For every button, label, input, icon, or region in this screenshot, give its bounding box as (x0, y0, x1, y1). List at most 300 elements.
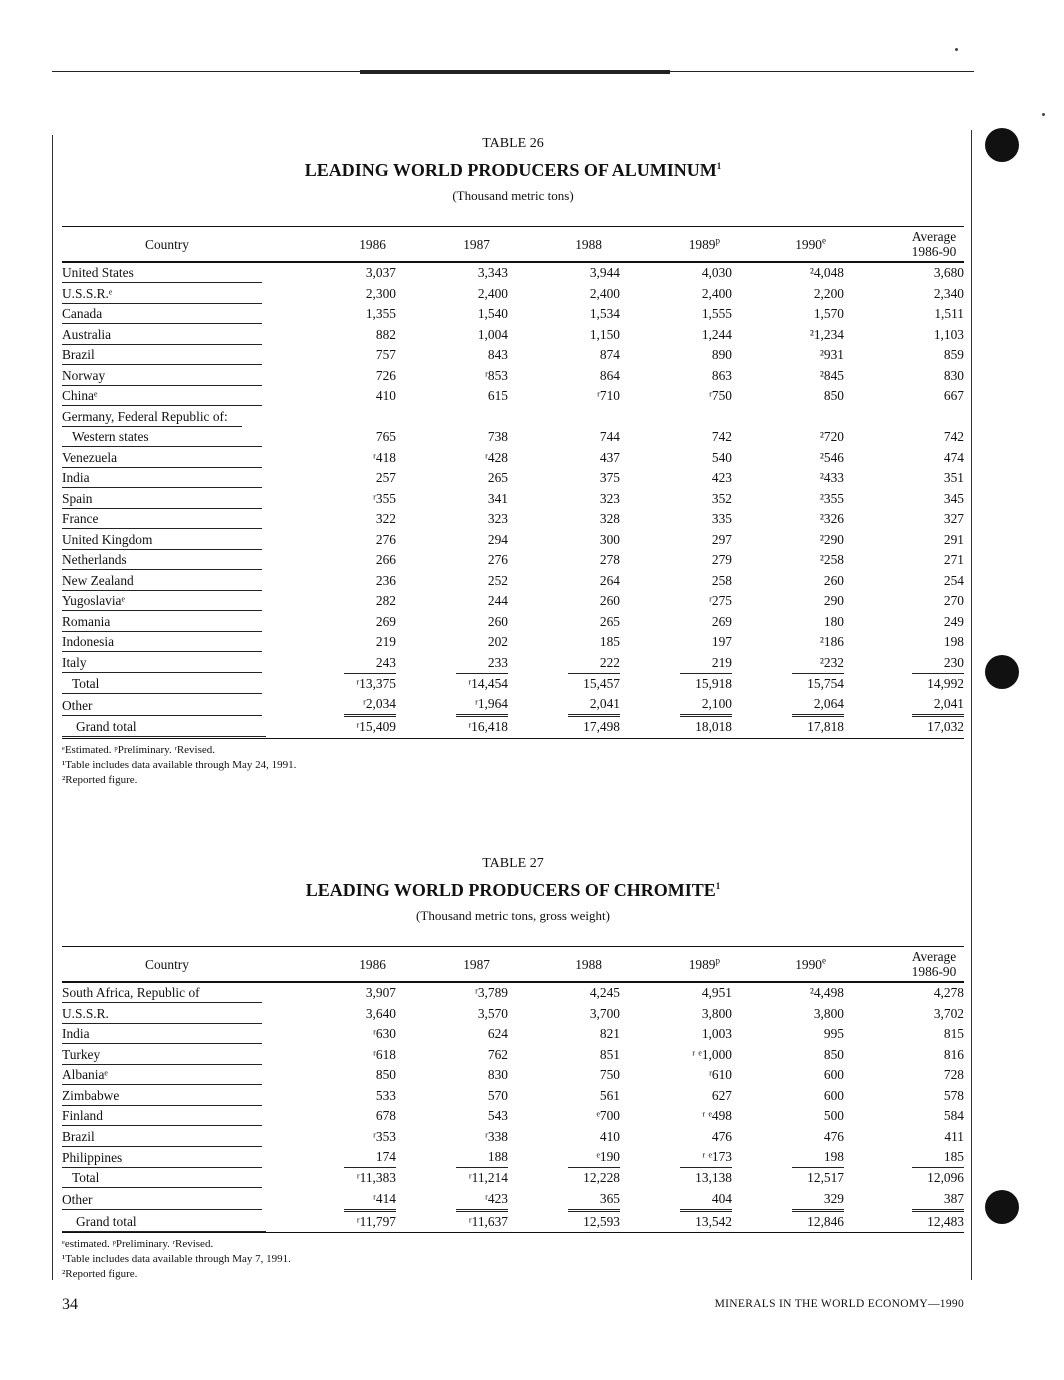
value-cell: 271 (943, 552, 964, 568)
value-cell: 3,800 (701, 1005, 732, 1021)
value-cell: 3,702 (933, 1005, 964, 1021)
value-cell: 500 (823, 1108, 844, 1124)
value-cell: 12,593 (508, 1212, 620, 1233)
country-cell: U.S.S.R.ᵉ (62, 284, 272, 305)
value-cell: ²4,048 (809, 265, 844, 281)
country-cell: Albaniaᵉ (62, 1065, 272, 1086)
table-row (62, 550, 964, 571)
value-cell: 365 (508, 1189, 620, 1212)
table-row (62, 284, 964, 305)
value-cell: 278 (599, 552, 620, 568)
country-cell: Romania (62, 612, 272, 633)
value-cell: ʳ ᵉ498 (702, 1108, 732, 1124)
value-cell: 257 (375, 470, 396, 486)
column-header: 1988 (508, 227, 620, 263)
table-row (62, 1127, 964, 1148)
value-cell: 476 (711, 1128, 732, 1144)
value-cell: ʳ710 (597, 388, 620, 404)
table-row (62, 694, 964, 717)
chromite-producers-table (62, 946, 964, 1233)
value-cell: 600 (823, 1067, 844, 1083)
column-header: 1986 (272, 227, 396, 263)
value-cell: ʳ610 (709, 1067, 732, 1083)
value-cell: 258 (711, 572, 732, 588)
value-cell: ²326 (819, 511, 844, 527)
value-cell: 411 (944, 1128, 964, 1144)
value-cell: 345 (943, 490, 964, 506)
column-header: Country (62, 227, 272, 263)
value-cell: 540 (711, 449, 732, 465)
value-cell: 843 (487, 347, 508, 363)
value-cell: 863 (711, 367, 732, 383)
value-cell: ²4,498 (809, 985, 844, 1001)
table-row (62, 1024, 964, 1045)
value-cell: 476 (823, 1128, 844, 1144)
footnote: ²Reported figure. (62, 1268, 138, 1280)
value-cell: 219 (375, 634, 396, 650)
value-cell: 864 (599, 367, 620, 383)
value-cell: ᵉ700 (596, 1108, 620, 1124)
value-cell: 3,700 (589, 1005, 620, 1021)
table-row (62, 1004, 964, 1025)
value-cell: 15,918 (695, 675, 732, 691)
table-row (62, 509, 964, 530)
value-cell (508, 407, 620, 428)
value-cell: ²433 (819, 470, 844, 486)
value-cell (272, 407, 396, 428)
value-cell: 578 (943, 1087, 964, 1103)
value-cell: 352 (711, 490, 732, 506)
column-header: Average 1986-90 (844, 227, 964, 263)
value-cell: 387 (844, 1189, 964, 1212)
value-cell: 260 (823, 572, 844, 588)
column-header: 1987 (396, 947, 508, 983)
value-cell: 2,064 (732, 694, 844, 717)
value-cell: 3,944 (589, 265, 620, 281)
value-cell (844, 407, 964, 428)
value-cell: 742 (711, 429, 732, 445)
value-cell: ²258 (819, 552, 844, 568)
table-row (62, 591, 964, 612)
value-cell: ʳ423 (396, 1189, 508, 1212)
value-cell: 264 (599, 572, 620, 588)
country-cell: France (62, 509, 272, 530)
value-cell: ʳ618 (373, 1046, 396, 1062)
value-cell: 627 (711, 1087, 732, 1103)
value-cell: 667 (943, 388, 964, 404)
value-cell: 850 (823, 1046, 844, 1062)
value-cell: ʳ418 (373, 449, 396, 465)
value-cell: 851 (599, 1046, 620, 1062)
column-header: 1990e (732, 227, 844, 263)
value-cell: 291 (943, 531, 964, 547)
value-cell: 742 (943, 429, 964, 445)
value-cell: 219 (620, 653, 732, 674)
value-cell: 890 (711, 347, 732, 363)
value-cell: 882 (375, 326, 396, 342)
value-cell: 322 (375, 511, 396, 527)
scan-speck (955, 48, 958, 51)
value-cell (620, 407, 732, 428)
country-cell: Other (62, 1189, 272, 1212)
value-cell: 244 (487, 593, 508, 609)
binder-hole-middle (985, 655, 1019, 689)
country-cell: Indonesia (62, 632, 272, 653)
table-row (62, 1212, 964, 1233)
value-cell: 300 (599, 531, 620, 547)
table-row (62, 304, 964, 325)
value-cell: 1,004 (477, 326, 508, 342)
value-cell: 600 (823, 1087, 844, 1103)
value-cell: ʳ14,454 (468, 675, 508, 691)
value-cell: 276 (375, 531, 396, 547)
value-cell: 410 (599, 1128, 620, 1144)
value-cell: 404 (620, 1189, 732, 1212)
value-cell: 12,228 (583, 1170, 620, 1186)
footnote: ²Reported figure. (62, 773, 138, 786)
table-row (62, 653, 964, 674)
table-row (62, 1086, 964, 1107)
table-title: LEADING WORLD PRODUCERS OF CHROMITE$^1$ (305, 880, 721, 900)
footnote: ᵉEstimated. ᵖPreliminary. ʳRevised. (62, 743, 216, 756)
value-cell: 265 (487, 470, 508, 486)
value-cell: ʳ428 (485, 449, 508, 465)
aluminum-producers-table (62, 226, 964, 739)
country-cell: United States (62, 262, 272, 284)
value-cell: ʳ2,034 (272, 694, 396, 717)
column-header: 1986 (272, 947, 396, 983)
value-cell: ʳ275 (709, 593, 732, 609)
value-cell: 297 (711, 531, 732, 547)
table-27-block (62, 856, 964, 1282)
value-cell: 15,754 (807, 675, 844, 691)
value-cell: 437 (599, 449, 620, 465)
value-cell: 17,032 (844, 717, 964, 738)
table-row (62, 366, 964, 387)
country-cell: Grand total (62, 717, 272, 738)
value-cell: 254 (943, 572, 964, 588)
footnote: ¹Table includes data available through May 24, 1991. (62, 758, 297, 771)
value-cell: 728 (943, 1067, 964, 1083)
value-cell: 570 (487, 1087, 508, 1103)
country-cell: Finland (62, 1106, 272, 1127)
country-cell: Total (62, 1168, 272, 1189)
value-cell: 3,800 (813, 1005, 844, 1021)
value-cell: 13,542 (620, 1212, 732, 1233)
value-cell: 243 (272, 653, 396, 674)
value-cell: ²720 (819, 429, 844, 445)
value-cell: 2,400 (589, 285, 620, 301)
value-cell: 17,498 (508, 717, 620, 738)
value-cell (732, 407, 844, 428)
value-cell: 260 (599, 593, 620, 609)
footnotes (62, 1237, 964, 1282)
value-cell: ²931 (819, 347, 844, 363)
value-cell: 850 (375, 1067, 396, 1083)
value-cell: 1,570 (813, 306, 844, 322)
table-row (62, 325, 964, 346)
value-cell: ²290 (819, 531, 844, 547)
footnote: ¹Table includes data available through May 7, 1991. (62, 1253, 291, 1265)
value-cell: 2,400 (701, 285, 732, 301)
value-cell: ʳ853 (485, 367, 508, 383)
value-cell: 995 (823, 1026, 844, 1042)
value-cell: 4,278 (933, 985, 964, 1001)
value-cell: 410 (375, 388, 396, 404)
table-row (62, 427, 964, 448)
value-cell: 180 (823, 613, 844, 629)
column-header: 1988 (508, 947, 620, 983)
table-row (62, 982, 964, 1004)
value-cell: 3,343 (477, 265, 508, 281)
table-row (62, 1045, 964, 1066)
value-cell: 12,096 (927, 1170, 964, 1186)
value-cell: ʳ1,964 (396, 694, 508, 717)
value-cell: 230 (844, 653, 964, 674)
value-cell: 294 (487, 531, 508, 547)
value-cell: 202 (487, 634, 508, 650)
value-cell: 1,534 (589, 306, 620, 322)
value-cell: 3,907 (365, 985, 396, 1001)
value-cell: 859 (943, 347, 964, 363)
value-cell: 2,300 (365, 285, 396, 301)
country-cell: Zimbabwe (62, 1086, 272, 1107)
value-cell: 543 (487, 1108, 508, 1124)
value-cell: 329 (732, 1189, 844, 1212)
country-cell: Other (62, 694, 272, 717)
value-cell: 816 (943, 1046, 964, 1062)
table-row (62, 345, 964, 366)
value-cell: 1,150 (589, 326, 620, 342)
value-cell: 2,041 (508, 694, 620, 717)
value-cell: 323 (487, 511, 508, 527)
value-cell: 1,555 (701, 306, 732, 322)
table-row (62, 1106, 964, 1127)
value-cell: 323 (599, 490, 620, 506)
value-cell: 765 (375, 429, 396, 445)
country-cell: Australia (62, 325, 272, 346)
value-cell: 249 (943, 613, 964, 629)
value-cell: 2,400 (477, 285, 508, 301)
value-cell: ²1,234 (809, 326, 844, 342)
country-cell: United Kingdom (62, 530, 272, 551)
column-header: 1989$^p$ (620, 227, 732, 263)
value-cell: ²546 (819, 449, 844, 465)
value-cell: ʳ ᵉ173 (620, 1147, 732, 1168)
value-cell: 341 (487, 490, 508, 506)
table-title: LEADING WORLD PRODUCERS OF ALUMINUM$^1$ (304, 160, 722, 180)
value-cell: 738 (487, 429, 508, 445)
value-cell: 744 (599, 429, 620, 445)
value-cell: 222 (508, 653, 620, 674)
value-cell: 2,200 (813, 285, 844, 301)
value-cell: 328 (599, 511, 620, 527)
column-header: 1990e (732, 947, 844, 983)
value-cell: 12,483 (844, 1212, 964, 1233)
value-cell: 624 (487, 1026, 508, 1042)
value-cell: 3,037 (365, 265, 396, 281)
table-row (62, 468, 964, 489)
value-cell: 830 (487, 1067, 508, 1083)
country-cell: Total (62, 674, 272, 695)
country-cell: Grand total (62, 1212, 272, 1233)
value-cell: 2,340 (933, 285, 964, 301)
value-cell: 185 (599, 634, 620, 650)
value-cell: 265 (599, 613, 620, 629)
value-cell: 327 (943, 511, 964, 527)
table-row (62, 632, 964, 653)
value-cell: 678 (375, 1108, 396, 1124)
value-cell: 4,030 (701, 265, 732, 281)
value-cell: 4,245 (589, 985, 620, 1001)
value-cell: 266 (375, 552, 396, 568)
country-cell: South Africa, Republic of (62, 982, 272, 1004)
value-cell: 375 (599, 470, 620, 486)
country-cell: Brazil (62, 345, 272, 366)
country-cell: Western states (62, 427, 272, 448)
value-cell: 1,003 (701, 1026, 732, 1042)
right-margin-line (971, 130, 972, 1280)
table-row (62, 612, 964, 633)
value-cell: ʳ13,375 (356, 675, 396, 691)
value-cell: 12,517 (807, 1170, 844, 1186)
value-cell: ʳ16,418 (396, 717, 508, 738)
column-header: 1987 (396, 227, 508, 263)
value-cell: 474 (943, 449, 964, 465)
country-cell: Germany, Federal Republic of: (62, 407, 272, 428)
country-cell: Norway (62, 366, 272, 387)
value-cell: 174 (272, 1147, 396, 1168)
value-cell: 533 (375, 1087, 396, 1103)
value-cell: ʳ355 (373, 490, 396, 506)
value-cell: 423 (711, 470, 732, 486)
value-cell: ʳ353 (373, 1128, 396, 1144)
table-row (62, 386, 964, 407)
value-cell: 750 (599, 1067, 620, 1083)
value-cell: 815 (943, 1026, 964, 1042)
country-cell: U.S.S.R. (62, 1004, 272, 1025)
table-number: TABLE 27 (482, 856, 544, 871)
value-cell: 821 (599, 1026, 620, 1042)
value-cell: 270 (943, 593, 964, 609)
value-cell: ʳ11,637 (396, 1212, 508, 1233)
value-cell: ʳ338 (485, 1128, 508, 1144)
country-cell: Philippines (62, 1147, 272, 1168)
value-cell: ²186 (819, 634, 844, 650)
value-cell: ʳ414 (272, 1189, 396, 1212)
value-cell: 1,540 (477, 306, 508, 322)
table-row (62, 571, 964, 592)
footnote: ᵉestimated. ᵖPreliminary. ʳRevised. (62, 1238, 214, 1250)
value-cell: 12,846 (732, 1212, 844, 1233)
value-cell: 1,511 (934, 306, 964, 322)
value-cell: 188 (396, 1147, 508, 1168)
table-row (62, 1189, 964, 1212)
page-number: 34 (62, 1296, 78, 1313)
value-cell: 874 (599, 347, 620, 363)
running-title: MINERALS IN THE WORLD ECONOMY—1990 (714, 1298, 964, 1310)
table-number: TABLE 26 (482, 136, 544, 151)
value-cell: 762 (487, 1046, 508, 1062)
table-subtitle: (Thousand metric tons) (452, 188, 574, 203)
value-cell: 198 (943, 634, 964, 650)
value-cell: ²355 (819, 490, 844, 506)
table-row (62, 717, 964, 738)
column-header: Country (62, 947, 272, 983)
value-cell: 260 (487, 613, 508, 629)
value-cell: 615 (487, 388, 508, 404)
value-cell: 185 (844, 1147, 964, 1168)
binder-hole-top (985, 128, 1019, 162)
table-row (62, 489, 964, 510)
table-26-block (62, 136, 964, 788)
table-row (62, 262, 964, 284)
binder-hole-bottom (985, 1190, 1019, 1224)
value-cell: 3,680 (933, 265, 964, 281)
country-cell: Turkey (62, 1045, 272, 1066)
value-cell: ʳ11,797 (272, 1212, 396, 1233)
value-cell: ʳ11,214 (468, 1170, 508, 1186)
value-cell: 252 (487, 572, 508, 588)
value-cell: 1,103 (933, 326, 964, 342)
value-cell: 197 (711, 634, 732, 650)
value-cell: ²845 (819, 367, 844, 383)
column-header: 1989$^p$ (620, 947, 732, 983)
column-header: Average 1986-90 (844, 947, 964, 983)
country-cell: Brazil (62, 1127, 272, 1148)
country-cell: Chinaᵉ (62, 386, 272, 407)
table-row (62, 674, 964, 695)
value-cell: 14,992 (927, 675, 964, 691)
value-cell: ʳ ᵉ1,000 (692, 1046, 732, 1062)
table-row (62, 530, 964, 551)
value-cell: 282 (375, 593, 396, 609)
value-cell: 198 (732, 1147, 844, 1168)
value-cell: ʳ630 (373, 1026, 396, 1042)
value-cell: 3,640 (365, 1005, 396, 1021)
footnotes (62, 743, 964, 788)
value-cell: 850 (823, 388, 844, 404)
value-cell: 2,041 (844, 694, 964, 717)
value-cell: 269 (711, 613, 732, 629)
value-cell: 726 (375, 367, 396, 383)
value-cell: ʳ750 (709, 388, 732, 404)
scan-speck (1042, 113, 1045, 116)
country-cell: India (62, 1024, 272, 1045)
value-cell: 236 (375, 572, 396, 588)
country-cell: Italy (62, 653, 272, 674)
value-cell: 13,138 (695, 1170, 732, 1186)
value-cell: 18,018 (620, 717, 732, 738)
value-cell: 335 (711, 511, 732, 527)
value-cell: ʳ3,789 (474, 985, 508, 1001)
value-cell: 2,100 (620, 694, 732, 717)
table-subtitle: (Thousand metric tons, gross weight) (416, 908, 610, 923)
table-row (62, 1147, 964, 1168)
value-cell: 3,570 (477, 1005, 508, 1021)
table-row (62, 1065, 964, 1086)
value-cell: 351 (943, 470, 964, 486)
left-margin-line (52, 135, 53, 1280)
table-row (62, 1168, 964, 1189)
value-cell: ²232 (732, 653, 844, 674)
value-cell: ᵉ190 (508, 1147, 620, 1168)
value-cell (396, 407, 508, 428)
top-rule-thick (360, 70, 670, 74)
value-cell: 279 (711, 552, 732, 568)
value-cell: ʳ11,383 (356, 1170, 396, 1186)
value-cell: 233 (396, 653, 508, 674)
